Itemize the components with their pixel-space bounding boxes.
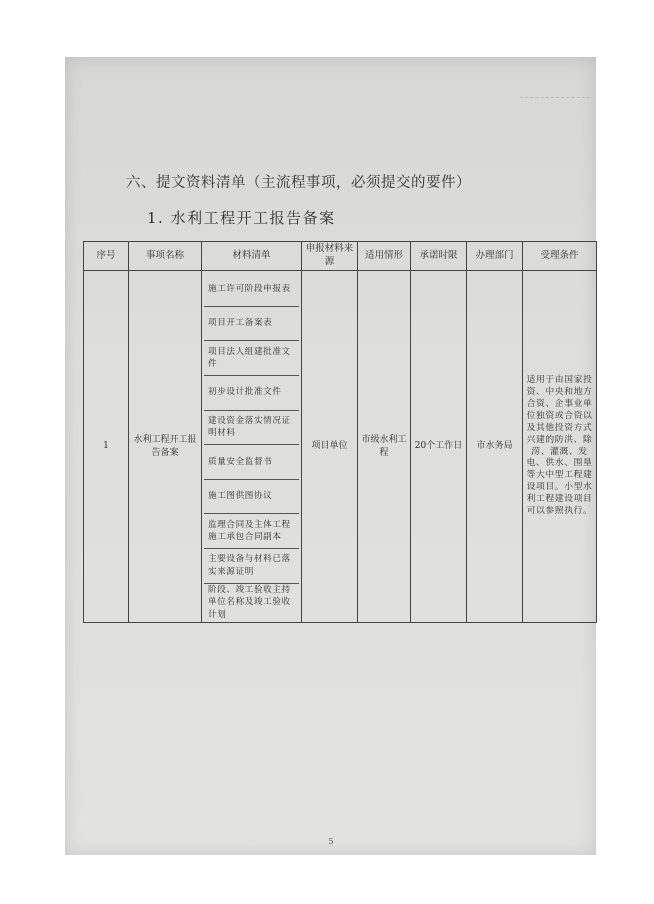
table-header-row (84, 242, 597, 271)
cell-source: 项目单位 (302, 271, 358, 623)
header-cell: 序号 (84, 242, 129, 271)
material-item: 阶段、竣工验收主持单位名称及竣工验收计划 (208, 584, 291, 620)
header-cell: 材料清单 (202, 242, 302, 271)
material-item: 初步设计批准文件 (204, 376, 299, 411)
cell-applicable: 市级水利工程 (358, 271, 411, 623)
table-row (84, 271, 597, 623)
scan-mark (520, 97, 590, 98)
cell-seq: 1 (84, 271, 129, 623)
material-item: 项目开工备案表 (204, 307, 299, 342)
header-cell: 事项名称 (129, 242, 202, 271)
materials-table (83, 241, 597, 623)
header-cell: 办理部门 (467, 242, 523, 271)
header-cell: 受理条件 (523, 242, 597, 271)
material-item: 主要设备与材料已落实来源证明 (204, 549, 299, 584)
header-cell: 承诺时限 (411, 242, 467, 271)
materials-list (204, 272, 299, 621)
material-item: 施工图供图协议 (204, 480, 299, 515)
header-cell: 适用情形 (358, 242, 411, 271)
document-page (65, 57, 596, 855)
material-item: 施工许可阶段申报表 (204, 272, 299, 307)
cell-materials (202, 271, 302, 623)
page-number: 5 (328, 837, 334, 846)
material-item: 建设资金落实情况证明材料 (204, 411, 299, 446)
cell-item-name: 水利工程开工报告备案 (129, 271, 202, 623)
material-item: 监理合同及主体工程施工承包合同副本 (204, 514, 299, 549)
section-title: 六、提文资料清单（主流程事项，必须提交的要件） (126, 175, 471, 191)
item-title: 1. 水利工程开工报告备案 (147, 209, 336, 227)
material-item: 项目法人组建批准文件 (204, 341, 299, 376)
cell-conditions: 适用于由国家投资、中央和地方合资、企事业单位独资或合资以及其他投资方式兴建的防洪、除涝、灌溉、发电、供水、围垦等大中型工程建设项目。小型水利工程建设项目可以参照执行。 (523, 271, 597, 623)
header-cell: 申报材料来源 (302, 242, 358, 271)
cell-time-limit: 20个工作日 (411, 271, 467, 623)
material-item: 质量安全监督书 (204, 445, 299, 480)
cell-department: 市水务局 (467, 271, 523, 623)
